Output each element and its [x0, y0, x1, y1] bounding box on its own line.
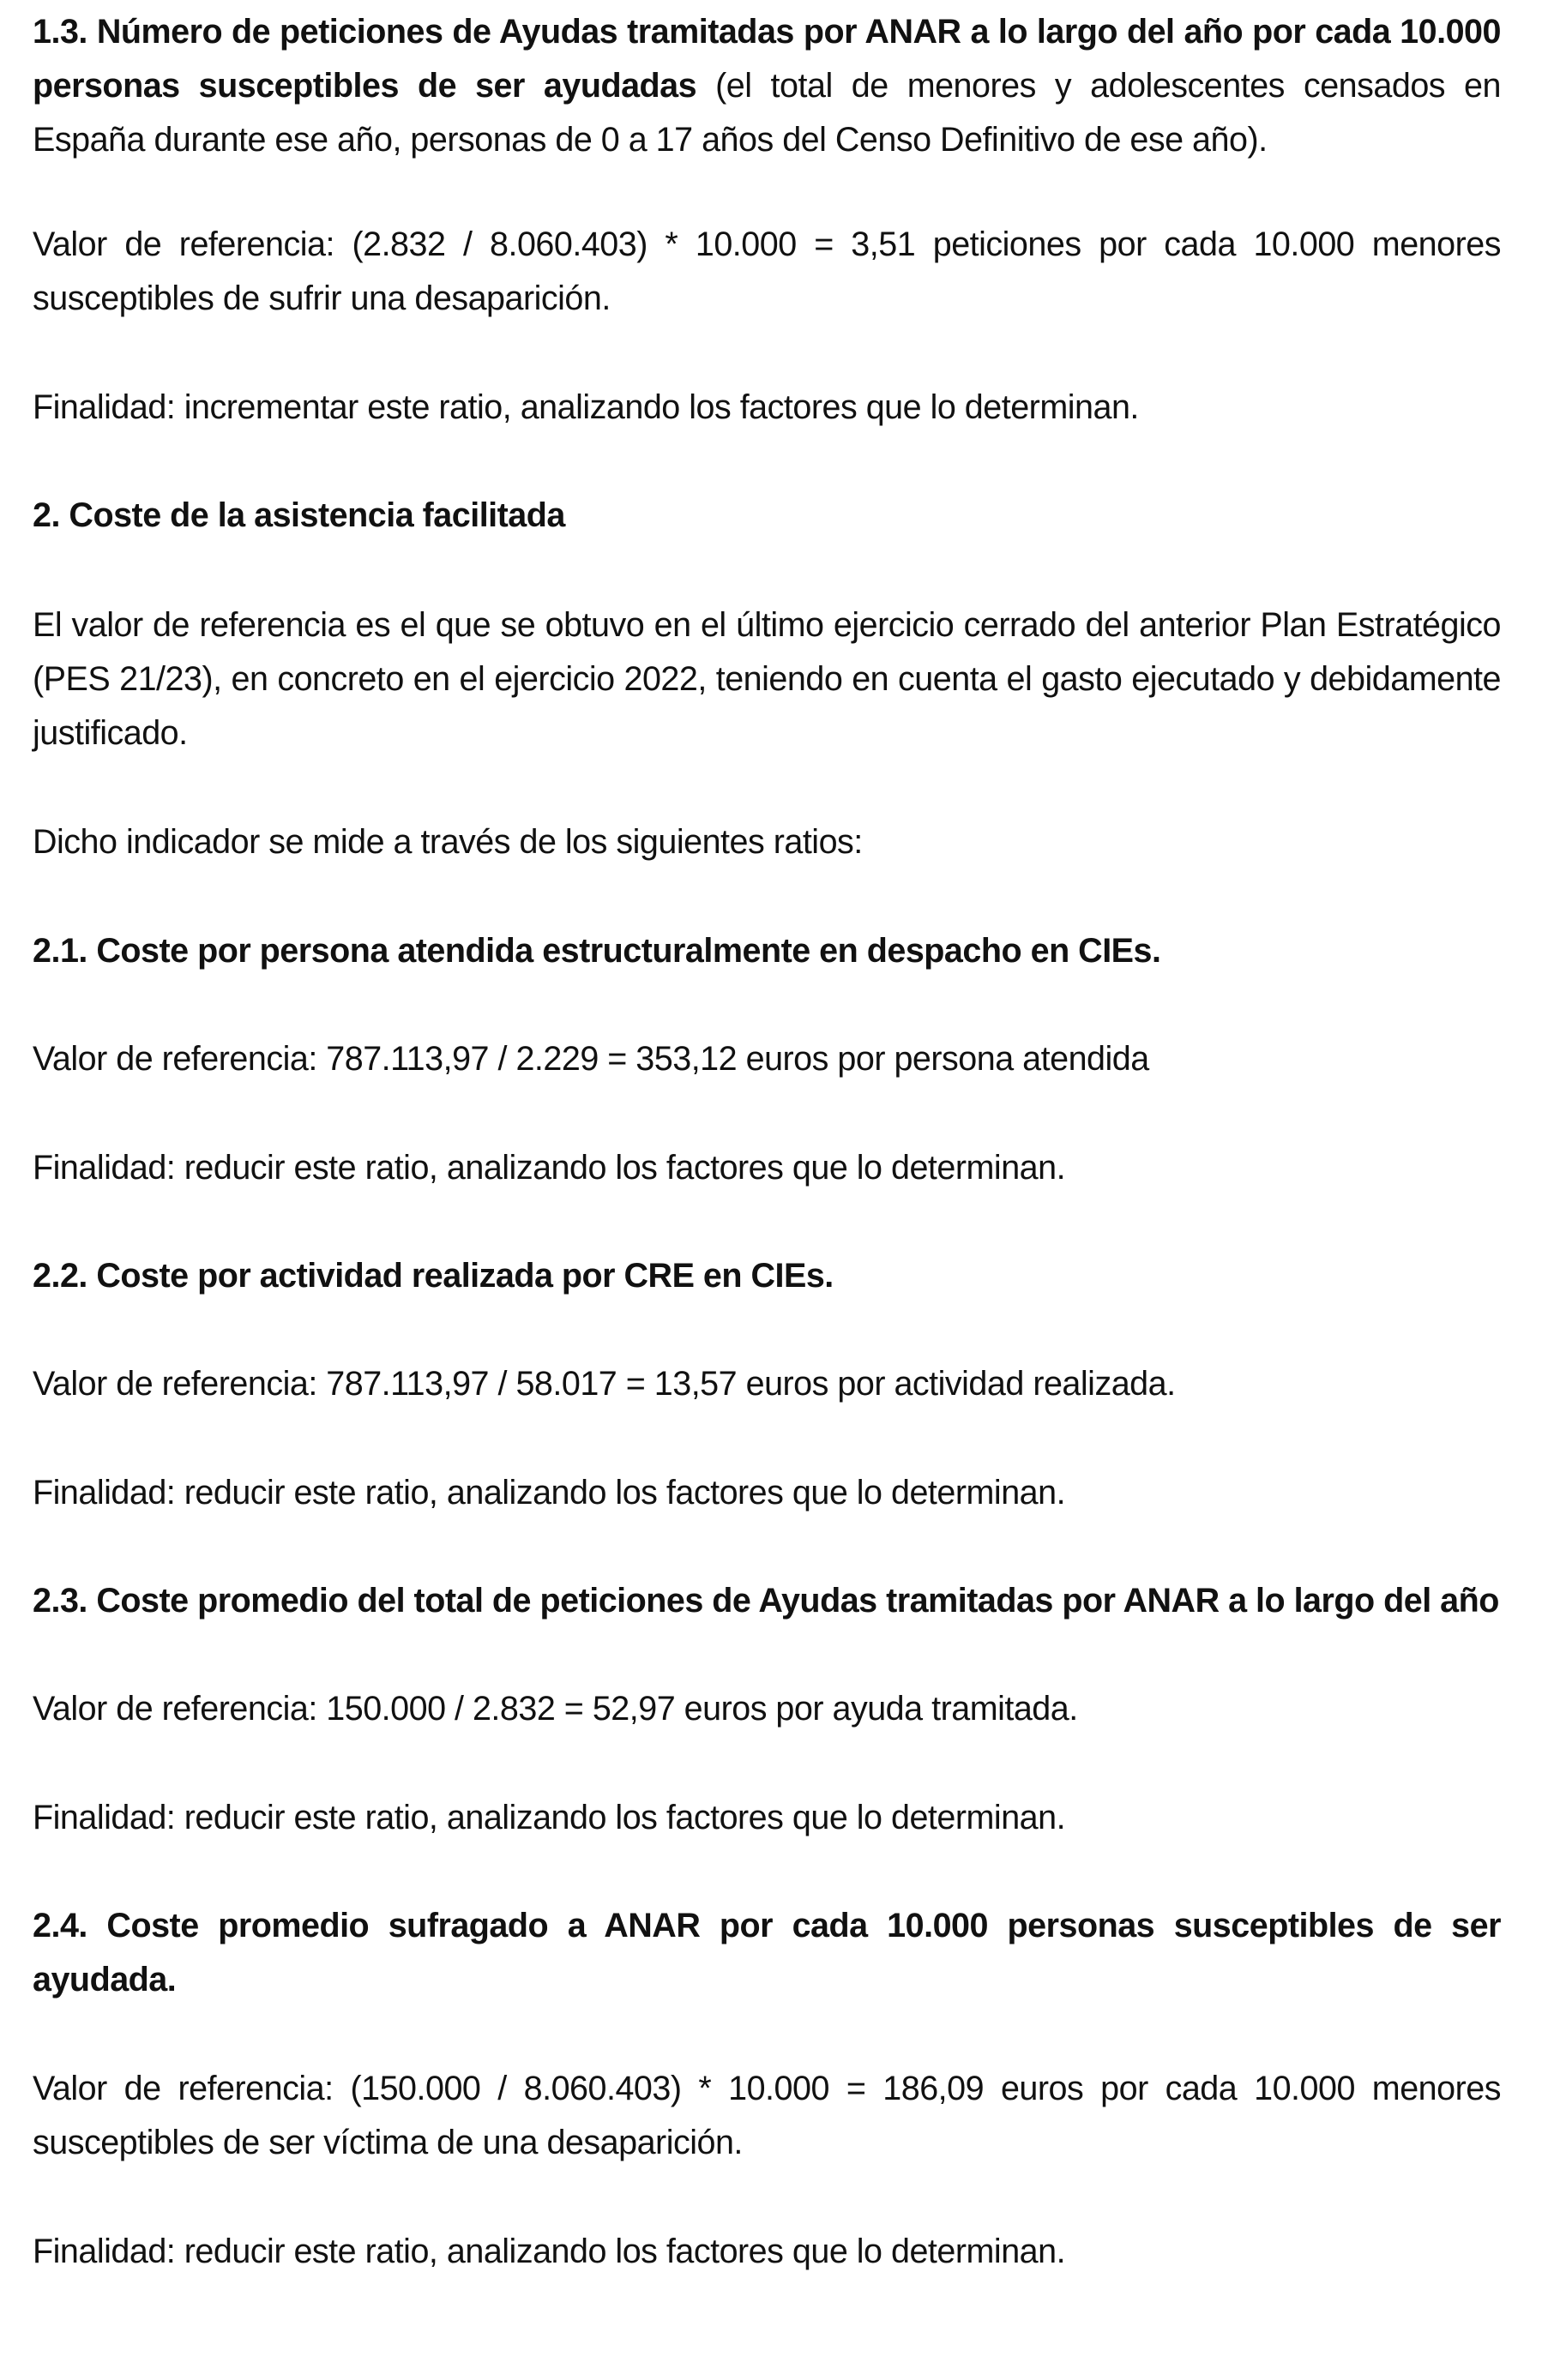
section-2-2-heading: 2.2. Coste por actividad realizada por CRE en CIEs. — [33, 1257, 834, 1295]
section-2-heading: 2. Coste de la asistencia facilitada — [33, 496, 565, 534]
section-2-1-valor: Valor de referencia: 787.113,97 / 2.229 = 353,12 euros por persona atendida — [33, 1040, 1149, 1078]
section-2-3-finalidad: Finalidad: reducir este ratio, analizando los factores que lo determinan. — [33, 1799, 1066, 1836]
section-2-2-finalidad: Finalidad: reducir este ratio, analizando los factores que lo determinan. — [33, 1474, 1066, 1512]
section-2-3-heading: 2.3. Coste promedio del total de peticiones de Ayudas tramitadas por ANAR a lo largo del año — [33, 1582, 1499, 1620]
section-2-intro: El valor de referencia es el que se obtuvo en el último ejercicio cerrado del anterior Plan Estratégico (PES 21/23), en concreto en el ejercicio 2022, teniendo en cuenta el gasto ejecutado y debidamente justificado. — [33, 606, 1501, 752]
section-1-3-finalidad: Finalidad: incrementar este ratio, analizando los factores que lo determinan. — [33, 388, 1139, 426]
section-1-3-heading — [33, 5, 1501, 167]
section-2-3-valor: Valor de referencia: 150.000 / 2.832 = 52,97 euros por ayuda tramitada. — [33, 1690, 1078, 1728]
section-2-4-finalidad: Finalidad: reducir este ratio, analizando los factores que lo determinan. — [33, 2233, 1066, 2270]
section-2-4-heading: 2.4. Coste promedio sufragado a ANAR por cada 10.000 personas susceptibles de ser ayudada. — [33, 1907, 1501, 1998]
section-1-3-heading-bold: 1.3. Número de peticiones de Ayudas tramitadas por ANAR a lo largo del año por cada 10.000 personas susceptibles de ser ayudadas — [33, 13, 1501, 105]
section-2-2-valor: Valor de referencia: 787.113,97 / 58.017 = 13,57 euros por actividad realizada. — [33, 1365, 1176, 1403]
section-2-4-valor: Valor de referencia: (150.000 / 8.060.403) * 10.000 = 186,09 euros por cada 10.000 menores susceptibles de ser víctima de una desaparición. — [33, 2070, 1501, 2161]
section-1-3-valor: Valor de referencia: (2.832 / 8.060.403) * 10.000 = 3,51 peticiones por cada 10.000 menores susceptibles de sufrir una desaparición. — [33, 225, 1501, 317]
section-2-1-heading: 2.1. Coste por persona atendida estructuralmente en despacho en CIEs. — [33, 932, 1161, 970]
section-2-ratios-intro: Dicho indicador se mide a través de los siguientes ratios: — [33, 823, 863, 861]
section-1-3-heading-rest: (el total de menores y adolescentes censados en España durante ese año, personas de 0 a 17 años del Censo Definitivo de ese año). — [33, 67, 1501, 159]
section-2-1-finalidad: Finalidad: reducir este ratio, analizando los factores que lo determinan. — [33, 1149, 1066, 1187]
